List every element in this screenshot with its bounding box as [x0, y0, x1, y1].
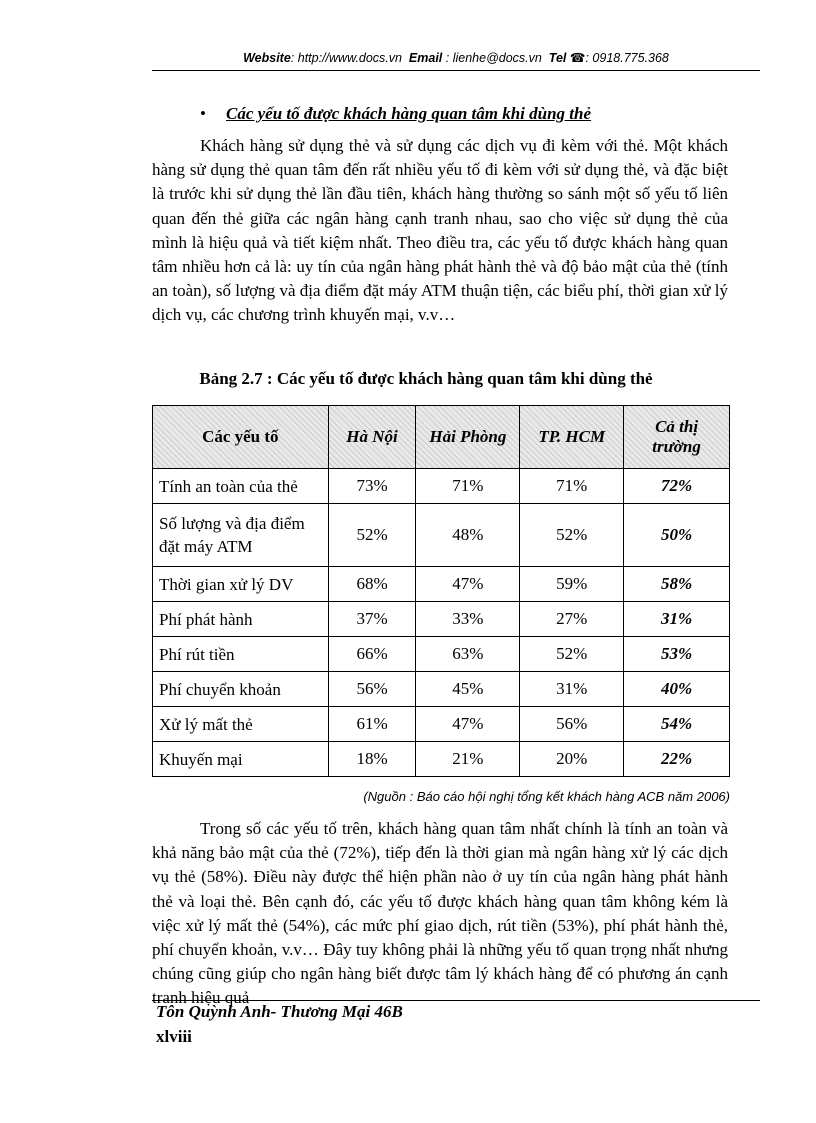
website-label: Website [243, 51, 291, 65]
factor-cell: Tính an toàn của thẻ [153, 469, 329, 504]
value-cell: 27% [520, 602, 624, 637]
total-cell: 50% [624, 504, 730, 567]
value-cell: 52% [520, 637, 624, 672]
email-label: Email [408, 51, 443, 65]
value-cell: 66% [328, 637, 416, 672]
total-cell: 40% [624, 672, 730, 707]
header-factor: Các yếu tố [153, 406, 329, 469]
analysis-paragraph-text: Trong số các yếu tố trên, khách hàng quan tâm nhất chính là tính an toàn và khả năng bảo mật của thẻ (72%), tiếp đến là thời gian mà ngân hàng xử lý các dịch vụ thẻ (58%). Điều này được thể hiện phần nào ở uy tín của ngân hàng phát hành thẻ và loại thẻ. Bên cạnh đó, các yếu tố được khách hàng quan tâm không kém là việc xử lý mất thẻ (54%), các mức phí giao dịch, rút tiền (53%), phí phát hành thẻ, phí chuyển khoản, v.v… Đây tuy không phải là những yếu tố quan trọng nhất nhưng chúng cũng giúp cho ngân hàng biết được tâm lý khách hàng để có phương án cạnh tranh hiệu quả [152, 819, 728, 1008]
value-cell: 20% [520, 742, 624, 777]
value-cell: 45% [416, 672, 520, 707]
table-row [153, 742, 730, 777]
section-title: Các yếu tố được khách hàng quan tâm khi dùng thẻ [226, 104, 592, 123]
footer-author: Tôn Quỳnh Anh- Thương Mại 46B [156, 1002, 403, 1021]
bullet-icon: • [200, 104, 206, 123]
phone-icon: ☎ [569, 51, 586, 65]
tel-label: Tel [548, 51, 567, 65]
value-cell: 21% [416, 742, 520, 777]
page-number: xlviii [156, 1027, 192, 1046]
factors-table [152, 405, 730, 777]
tel-value: : 0918.775.368 [585, 51, 669, 65]
table-header-row [153, 406, 730, 469]
intro-paragraph [152, 134, 728, 328]
header-hanoi: Hà Nội [328, 406, 416, 469]
total-cell: 31% [624, 602, 730, 637]
value-cell: 73% [328, 469, 416, 504]
table-row [153, 567, 730, 602]
value-cell: 61% [328, 707, 416, 742]
analysis-paragraph [152, 817, 728, 1011]
total-cell: 54% [624, 707, 730, 742]
value-cell: 52% [520, 504, 624, 567]
header-all-market: Cả thị trường [624, 406, 730, 469]
table-row [153, 637, 730, 672]
factor-cell: Khuyến mại [153, 742, 329, 777]
table-caption: Bảng 2.7 : Các yếu tố được khách hàng quan tâm khi dùng thẻ [199, 369, 653, 388]
value-cell: 33% [416, 602, 520, 637]
table-row [153, 602, 730, 637]
table-source-note: (Nguồn : Báo cáo hội nghị tổng kết khách hàng ACB năm 2006) [363, 789, 730, 804]
total-cell: 72% [624, 469, 730, 504]
value-cell: 71% [416, 469, 520, 504]
intro-paragraph-text: Khách hàng sử dụng thẻ và sử dụng các dịch vụ đi kèm với thẻ. Một khách hàng sử dụng thẻ quan tâm đến rất nhiều yếu tố đi kèm với sử dụng thẻ, và đặc biệt là trước khi sử dụng thẻ lần đầu tiên, khách hàng thường so sánh một số yếu tố liên quan đến thẻ giữa các ngân hàng cạnh tranh nhau, sao cho việc sử dụng thẻ của mình là hiệu quả và tiết kiệm nhất. Theo điều tra, các yếu tố được khách hàng quan tâm nhiều hơn cả là: uy tín của ngân hàng phát hành thẻ và độ bảo mật của thẻ (tính an toàn), số lượng và địa điểm đặt máy ATM thuận tiện, các biểu phí, thời gian xử lý dịch vụ, các chương trình khuyến mại, v.v… [152, 136, 728, 325]
value-cell: 68% [328, 567, 416, 602]
value-cell: 47% [416, 707, 520, 742]
value-cell: 56% [520, 707, 624, 742]
value-cell: 48% [416, 504, 520, 567]
header-haiphong: Hải Phòng [416, 406, 520, 469]
table-row [153, 672, 730, 707]
value-cell: 59% [520, 567, 624, 602]
factor-cell: Phí phát hành [153, 602, 329, 637]
total-cell: 53% [624, 637, 730, 672]
factor-cell: Phí chuyển khoản [153, 672, 329, 707]
value-cell: 47% [416, 567, 520, 602]
total-cell: 22% [624, 742, 730, 777]
value-cell: 18% [328, 742, 416, 777]
total-cell: 58% [624, 567, 730, 602]
table-row [153, 707, 730, 742]
value-cell: 56% [328, 672, 416, 707]
table-row [153, 469, 730, 504]
value-cell: 63% [416, 637, 520, 672]
factor-cell: Xử lý mất thẻ [153, 707, 329, 742]
website-value: : http://www.docs.vn [290, 51, 402, 65]
value-cell: 37% [328, 602, 416, 637]
table-row [153, 504, 730, 567]
page-header [152, 50, 760, 65]
header-hcm: TP. HCM [520, 406, 624, 469]
header-divider [152, 70, 760, 71]
value-cell: 71% [520, 469, 624, 504]
factor-cell: Thời gian xử lý DV [153, 567, 329, 602]
footer-divider [152, 1000, 760, 1001]
value-cell: 52% [328, 504, 416, 567]
value-cell: 31% [520, 672, 624, 707]
section-heading [200, 104, 591, 124]
factor-cell: Số lượng và địa điểm đặt máy ATM [153, 504, 329, 567]
email-value: : lienhe@docs.vn [445, 51, 542, 65]
factor-cell: Phí rút tiền [153, 637, 329, 672]
